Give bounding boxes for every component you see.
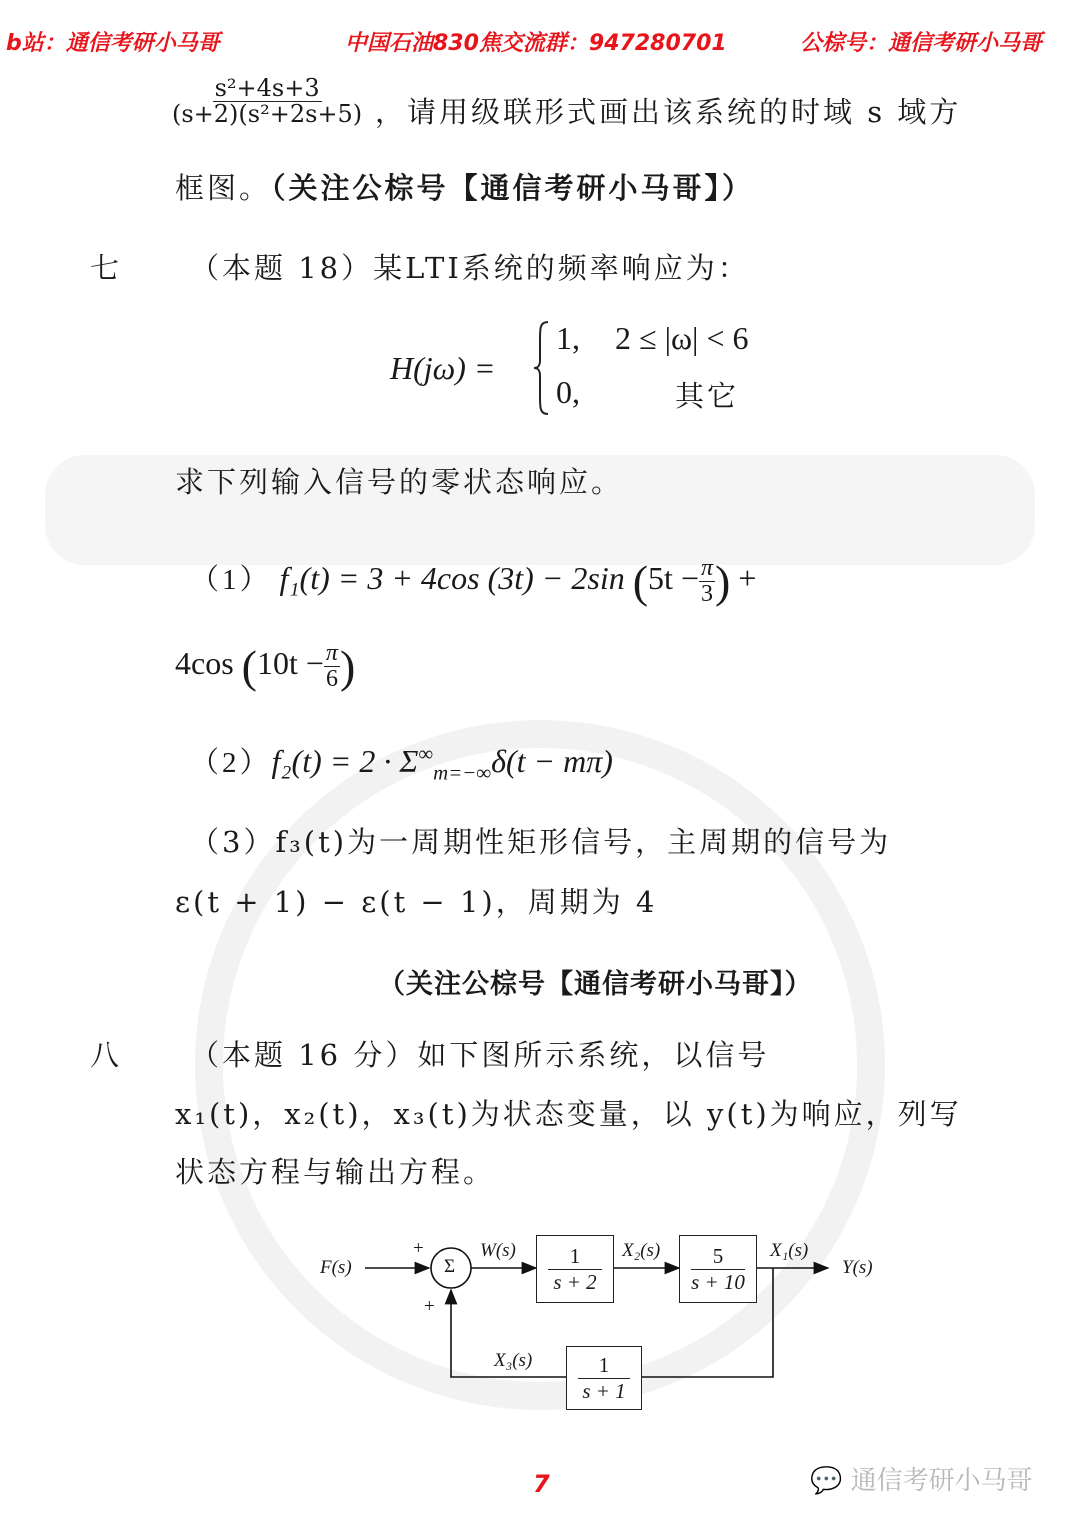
output-label: Y(s) — [842, 1257, 873, 1278]
case1-value: 1, — [556, 320, 580, 356]
q7-index: 七 — [90, 251, 123, 285]
part3: （3）f₃(t)为一周期性矩形信号，主周期的信号为 — [190, 825, 892, 859]
q7-ask: 求下列输入信号的零状态响应。 — [175, 465, 624, 499]
x3-label: X₃(s) — [494, 1350, 533, 1371]
part2: $(2)f_2(t) = 2 \cdot \Sigma^\infty_{m=-\infty}\delta(t - m\pi)$ — [190, 742, 613, 785]
eq-lhs: H(jω) = — [390, 350, 496, 386]
case2-condition: 其它 — [675, 379, 740, 413]
p6-note: （关注公棕号【通信考研小马哥】） — [271, 171, 755, 205]
plus-sign: + — [413, 1238, 424, 1259]
tf-denominator: (s+2)(s²+2s+5) — [172, 100, 363, 129]
input-label: F(s) — [320, 1257, 352, 1278]
case2-value: 0, — [556, 374, 580, 410]
header-left: b站：通信考研小马哥 — [6, 31, 220, 56]
q7-note: （关注公棕号【通信考研小马哥】） — [378, 969, 813, 1000]
part1-line1: （1） f₁(t) = 3 + 4cos (3t) − 2sin (5t − $\frac{\pi}{3}$ ) + — [190, 554, 757, 607]
wechat-icon: 💬 — [810, 1466, 843, 1496]
case1-condition: 2 ≤ |ω| < 6 — [615, 320, 749, 356]
header-center: 中国石油830焦交流群：947280701 — [345, 31, 727, 56]
x2-label: X₂(s) — [622, 1240, 661, 1261]
w-label: W(s) — [480, 1240, 516, 1261]
q8-title: （本题 16 分）如下图所示系统，以信号 — [190, 1038, 770, 1072]
q8-line2: x₁(t)，x₂(t)，x₃(t)为状态变量，以 y(t)为响应，列写 — [175, 1097, 962, 1131]
header-right: 公棕号：通信考研小马哥 — [800, 31, 1043, 56]
x1-label: X₁(s) — [770, 1240, 809, 1261]
footer-watermark: 💬 通信考研小马哥 — [810, 1466, 1033, 1496]
q7-title: （本题 18）某LTI系统的频率响应为： — [190, 251, 750, 285]
part3-line2: ε(t + 1) − ε(t − 1)，周期为 4 — [175, 885, 658, 919]
part1-line2: 4cos (10t − $\frac{\pi}{6}$ ) — [175, 639, 356, 692]
p6-text: ，请用级联形式画出该系统的时域 s 域方 — [375, 95, 962, 129]
page-number: 7 — [533, 1470, 550, 1498]
block-2: 5 s + 10 — [679, 1235, 757, 1303]
tf-numerator: s²+4s+3 — [214, 74, 320, 102]
summer-symbol: Σ — [444, 1256, 456, 1277]
block-3: 1 s + 1 — [566, 1346, 642, 1410]
q8-line3: 状态方程与输出方程。 — [175, 1155, 496, 1189]
p6-text2: 框图。 — [175, 171, 272, 205]
plus-sign: + — [424, 1296, 435, 1317]
block-1: 1 s + 2 — [536, 1235, 614, 1303]
q8-index: 八 — [90, 1038, 123, 1072]
